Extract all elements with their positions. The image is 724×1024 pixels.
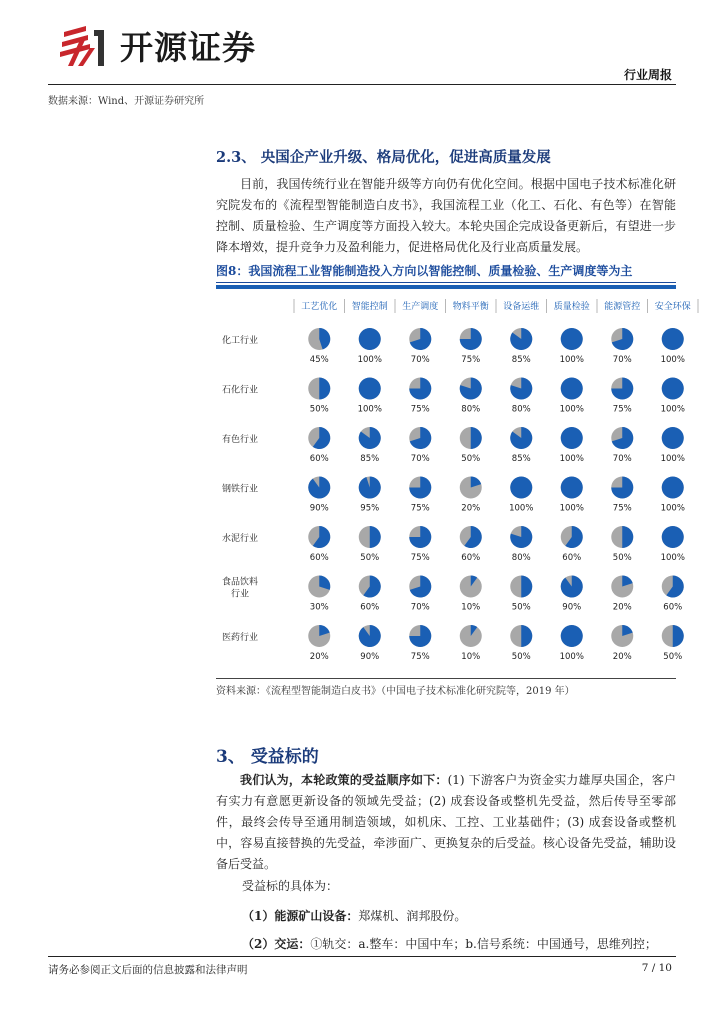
pie-value-label: 75%	[612, 404, 632, 415]
pie-value-label: 60%	[663, 602, 683, 613]
section-paragraph: 目前，我国传统行业在智能升级等方向仍有优化空间。根据中国电子技术标准化研究院发布的《流程型智能制造白皮书》，我国流程工业（化工、石化、有色等）在智能控制、质量检验、生产调度等方面投入较大。本轮央国企完成设备更新后，有望进一步降本增效，提升竞争力及盈利能力，促进格局优化及行业高质量发展。	[216, 177, 676, 254]
pie-slice	[561, 477, 583, 499]
pie-value-label: 95%	[360, 503, 380, 514]
pie-slice	[521, 625, 532, 647]
pie-value-label: 50%	[360, 553, 380, 563]
pie-slice	[471, 427, 482, 449]
pie-value-label: 60%	[309, 454, 329, 464]
pie-slice	[561, 576, 583, 598]
pie-value-label: 100%	[357, 355, 382, 365]
row-label: 水泥行业	[221, 534, 259, 544]
pie-value-label: 90%	[562, 602, 582, 613]
pie-slice	[662, 427, 684, 449]
row-label: 化工行业	[221, 336, 259, 346]
pie-value-label: 85%	[511, 355, 531, 365]
column-header: 物料平衡	[452, 302, 489, 312]
pie-value-label: 100%	[660, 355, 685, 365]
pie-value-label: 60%	[360, 602, 380, 613]
report-type: 行业周报	[623, 68, 672, 82]
pie-slice	[561, 378, 583, 400]
pie-value-label: 20%	[309, 652, 329, 662]
pie-value-label: 60%	[309, 553, 329, 563]
pie-slice	[510, 477, 532, 499]
pie-value-label: 100%	[509, 503, 534, 514]
pie-value-label: 100%	[559, 503, 584, 514]
list-item-body: 郑煤机、润邦股份。	[358, 909, 467, 923]
figure-source: 资料来源：《流程型智能制造白皮书》（中国电子技术标准化研究院等，2019 年）	[216, 686, 575, 697]
pie-value-label: 70%	[612, 454, 632, 464]
pie-value-label: 20%	[612, 652, 632, 662]
row-label: 石化行业	[221, 385, 259, 396]
page-number: 7 / 10	[641, 962, 672, 974]
pie-slice	[308, 477, 330, 499]
pie-value-label: 100%	[660, 503, 685, 514]
pie-slice	[561, 427, 583, 449]
figure-source-rule	[216, 678, 676, 679]
pie-value-label: 80%	[511, 404, 531, 415]
pie-value-label: 20%	[612, 602, 632, 613]
logo-text: 开源证券	[120, 28, 256, 67]
pie-value-label: 90%	[360, 652, 380, 662]
pie-value-label: 100%	[559, 355, 584, 365]
pie-value-label: 85%	[511, 454, 531, 464]
list-item-body: ①轨交：a.整车：中国中车；b.信号系统：中国通号，思维列控；	[310, 937, 657, 951]
pie-value-label: 50%	[612, 553, 632, 563]
pie-slice	[662, 477, 684, 499]
footer-divider	[48, 956, 676, 957]
logo-mark-icon	[58, 22, 118, 70]
list-item-lead: （2）交运：	[242, 937, 311, 951]
pie-slice	[662, 526, 684, 548]
pie-value-label: 50%	[461, 454, 481, 464]
section-heading: 3、 受益标的	[216, 747, 319, 767]
paragraph-lead: 我们认为，本轮政策的受益顺序如下：	[240, 773, 448, 787]
paragraph-body: (1) 下游客户为资金实力雄厚央国企，客户有实力有意愿更新设备的领域先受益；(2) 成套设备或整机先受益，然后传导至零部件，最终会传导至通用制造领域，如机床、工控、工业基础件；(3) 成套设备或整机中，容易直接替换的先受益，牵涉面广、更换复杂的后受益。核心设备先受益，辅助设备后受益。	[216, 773, 676, 871]
pie-value-label: 50%	[511, 652, 531, 662]
pie-value-label: 75%	[461, 355, 481, 365]
pie-slice	[673, 625, 684, 647]
row-label: 钢铁行业	[221, 484, 259, 495]
column-header: 安全环保	[654, 302, 691, 312]
pie-slice	[521, 576, 532, 598]
column-header: 智能控制	[351, 302, 388, 312]
pie-value-label: 70%	[612, 355, 632, 365]
section-heading: 2.3、 央国企产业升级、格局优化，促进高质量发展	[216, 149, 551, 166]
pie-value-label: 75%	[410, 503, 430, 514]
list-item-lead: （1）能源矿山设备：	[242, 909, 359, 923]
pie-slice	[359, 328, 381, 350]
pie-slice	[662, 378, 684, 400]
pie-value-label: 50%	[663, 652, 683, 662]
pie-value-label: 50%	[511, 602, 531, 613]
chart-header-bar	[216, 285, 676, 289]
pie-value-label: 100%	[660, 553, 685, 563]
pie-value-label: 70%	[410, 602, 430, 613]
column-header: 生产调度	[402, 302, 439, 312]
row-label: 行业	[230, 589, 250, 600]
pie-slice	[370, 526, 381, 548]
pie-value-label: 100%	[559, 454, 584, 464]
pie-slice	[359, 477, 381, 499]
pie-value-label: 85%	[360, 454, 380, 464]
figure-title: 图8：我国流程工业智能制造投入方向以智能控制、质量检验、生产调度等为主	[216, 264, 633, 278]
footer-disclaimer: 请务必参阅正文后面的信息披露和法律声明	[48, 964, 248, 976]
list-item	[242, 906, 676, 927]
row-label: 医药行业	[221, 633, 259, 643]
pie-value-label: 10%	[461, 602, 481, 613]
column-header: 设备运维	[503, 302, 540, 312]
pie-slice	[561, 328, 583, 350]
pie-value-label: 70%	[410, 454, 430, 464]
pie-matrix-chart	[216, 283, 691, 676]
pie-slice	[622, 526, 633, 548]
column-header: 质量检验	[553, 302, 590, 312]
pie-value-label: 100%	[559, 404, 584, 415]
pie-value-label: 20%	[461, 503, 481, 514]
pie-value-label: 60%	[461, 553, 481, 563]
pie-value-label: 80%	[461, 404, 481, 415]
row-label: 有色行业	[221, 435, 259, 445]
pie-value-label: 30%	[309, 602, 329, 613]
pie-value-label: 45%	[309, 355, 329, 365]
pie-value-label: 70%	[410, 355, 430, 365]
pie-value-label: 100%	[660, 454, 685, 464]
pie-value-label: 10%	[461, 652, 481, 662]
pie-slice	[359, 378, 381, 400]
pie-value-label: 90%	[309, 503, 329, 514]
pie-value-label: 60%	[562, 553, 582, 563]
pie-value-label: 100%	[559, 652, 584, 662]
pie-value-label: 100%	[357, 404, 382, 415]
pie-value-label: 75%	[612, 503, 632, 514]
data-source-note: 数据来源：Wind、开源证券研究所	[48, 96, 205, 107]
pie-value-label: 100%	[660, 404, 685, 415]
pie-slice	[319, 378, 330, 400]
header-divider	[48, 84, 676, 85]
pie-value-label: 75%	[410, 652, 430, 662]
pie-slice	[662, 328, 684, 350]
pie-value-label: 75%	[410, 404, 430, 415]
pie-value-label: 80%	[511, 553, 531, 563]
column-header: 工艺优化	[301, 302, 338, 312]
section-paragraph	[216, 770, 676, 875]
pie-slice	[561, 625, 583, 647]
column-header: 能源管控	[604, 302, 641, 312]
section-paragraph: 受益标的具体为：	[242, 879, 339, 893]
pie-value-label: 50%	[309, 404, 329, 415]
list-item	[242, 934, 676, 955]
row-label: 食品饮料	[221, 577, 259, 588]
pie-value-label: 75%	[410, 553, 430, 563]
